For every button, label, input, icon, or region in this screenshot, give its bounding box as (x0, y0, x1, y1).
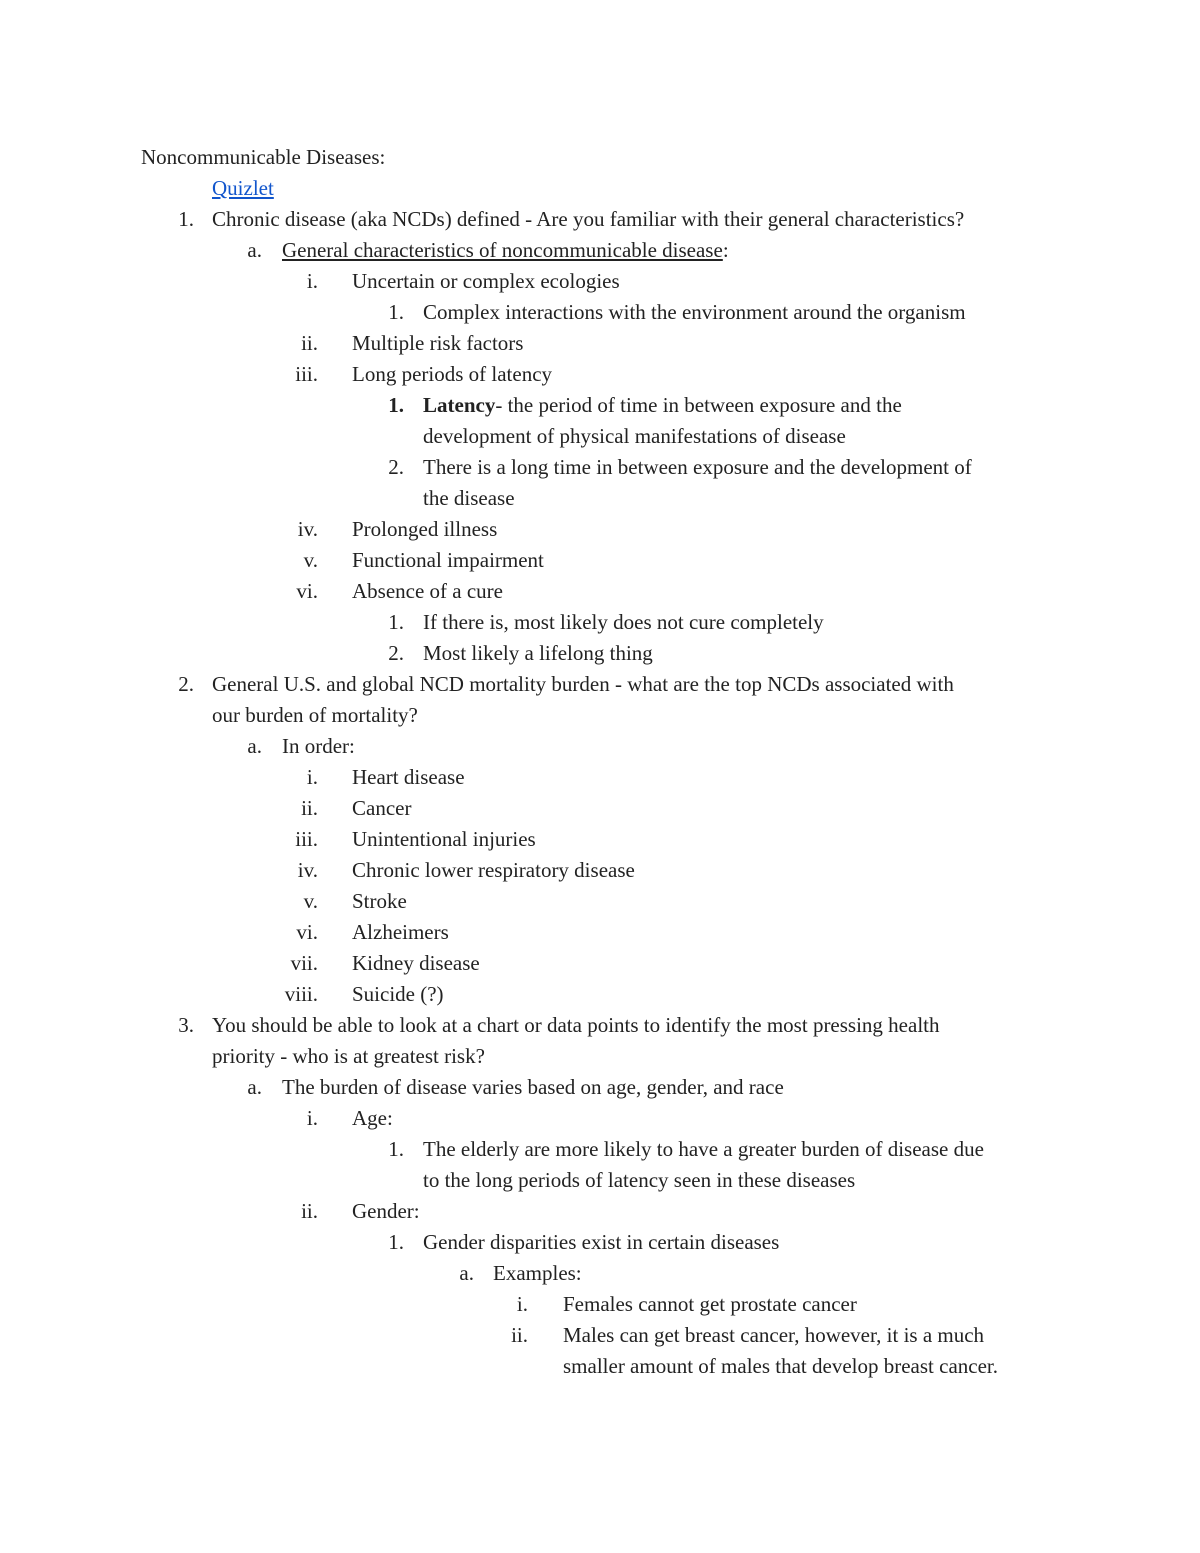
list-marker: i. (516, 1292, 528, 1316)
list-marker: 3. (178, 1013, 194, 1037)
list-marker: iv. (297, 517, 318, 541)
section-2-text: General U.S. and global NCD mortality burden - what are the top NCDs associated with (212, 672, 954, 696)
list-marker: 1. (388, 393, 404, 417)
list-item: Examples: (493, 1261, 582, 1285)
list-marker: a. (247, 238, 262, 262)
section-2-continuation: our burden of mortality? (212, 703, 418, 727)
list-marker: 2. (388, 455, 404, 479)
list-marker: ii. (511, 1323, 528, 1347)
characteristics-heading (282, 235, 729, 266)
list-item: Prolonged illness (352, 517, 498, 541)
list-item-continuation: development of physical manifestations of disease (423, 424, 846, 448)
list-marker: vi. (296, 920, 318, 944)
list-marker: 1. (388, 1137, 404, 1161)
list-item: There is a long time in between exposure and the development of (423, 455, 972, 479)
latency-definition (423, 390, 902, 421)
list-item: Stroke (352, 889, 407, 913)
list-marker: iv. (297, 858, 318, 882)
list-item: Most likely a lifelong thing (423, 641, 653, 665)
list-marker: vi. (296, 579, 318, 603)
list-item: Females cannot get prostate cancer (563, 1292, 857, 1316)
list-marker: 1. (388, 1230, 404, 1254)
list-marker: viii. (284, 982, 318, 1006)
heading-colon: : (722, 238, 729, 262)
list-item-continuation: the disease (423, 486, 515, 510)
list-item: Suicide (?) (352, 982, 444, 1006)
list-item: Uncertain or complex ecologies (352, 269, 620, 293)
list-marker: ii. (301, 796, 318, 820)
list-item: The burden of disease varies based on age, gender, and race (282, 1075, 784, 1099)
list-item: Males can get breast cancer, however, it is a much (563, 1323, 985, 1347)
list-item: Functional impairment (352, 548, 544, 572)
list-marker: 2. (388, 641, 404, 665)
list-marker: i. (306, 269, 318, 293)
list-marker: ii. (301, 1199, 318, 1223)
list-marker: iii. (295, 827, 318, 851)
list-item: Heart disease (352, 765, 465, 789)
list-item: Gender disparities exist in certain diseases (423, 1230, 780, 1254)
list-marker: a. (247, 1075, 262, 1099)
section-1-text: Chronic disease (aka NCDs) defined - Are you familiar with their general characteristics? (212, 207, 965, 231)
list-item: Complex interactions with the environment around the organism (423, 300, 966, 324)
list-marker: 1. (178, 207, 194, 231)
section-3-text: You should be able to look at a chart or data points to identify the most pressing health (212, 1013, 940, 1037)
section-3-continuation: priority - who is at greatest risk? (212, 1044, 485, 1068)
characteristics-heading-text: General characteristics of noncommunicable disease (282, 238, 723, 262)
list-item: Kidney disease (352, 951, 480, 975)
list-item: The elderly are more likely to have a greater burden of disease due (423, 1137, 984, 1161)
list-item: Age: (352, 1106, 393, 1130)
list-marker: v. (303, 889, 318, 913)
list-item: Cancer (352, 796, 412, 820)
list-item-continuation: to the long periods of latency seen in these diseases (423, 1168, 856, 1192)
list-marker: 1. (388, 300, 404, 324)
latency-definition-text: - the period of time in between exposure and the (495, 393, 902, 417)
list-item: Multiple risk factors (352, 331, 524, 355)
list-marker: a. (459, 1261, 474, 1285)
list-item: Chronic lower respiratory disease (352, 858, 635, 882)
list-item-continuation: smaller amount of males that develop breast cancer. (563, 1354, 999, 1378)
list-marker: ii. (301, 331, 318, 355)
list-marker: v. (303, 548, 318, 572)
latency-term: Latency (423, 393, 496, 417)
list-marker: a. (247, 734, 262, 758)
list-item: In order: (282, 734, 355, 758)
list-marker: i. (306, 765, 318, 789)
list-item: Long periods of latency (352, 362, 553, 386)
list-item: Alzheimers (352, 920, 449, 944)
list-item: Absence of a cure (352, 579, 503, 603)
quizlet-link[interactable]: Quizlet (212, 176, 274, 200)
list-marker: 2. (178, 672, 194, 696)
list-item: If there is, most likely does not cure completely (423, 610, 824, 634)
list-item: Gender: (352, 1199, 420, 1223)
list-marker: i. (306, 1106, 318, 1130)
list-marker: iii. (295, 362, 318, 386)
page-title: Noncommunicable Diseases: (141, 145, 386, 169)
list-marker: vii. (290, 951, 318, 975)
list-item: Unintentional injuries (352, 827, 536, 851)
list-marker: 1. (388, 610, 404, 634)
